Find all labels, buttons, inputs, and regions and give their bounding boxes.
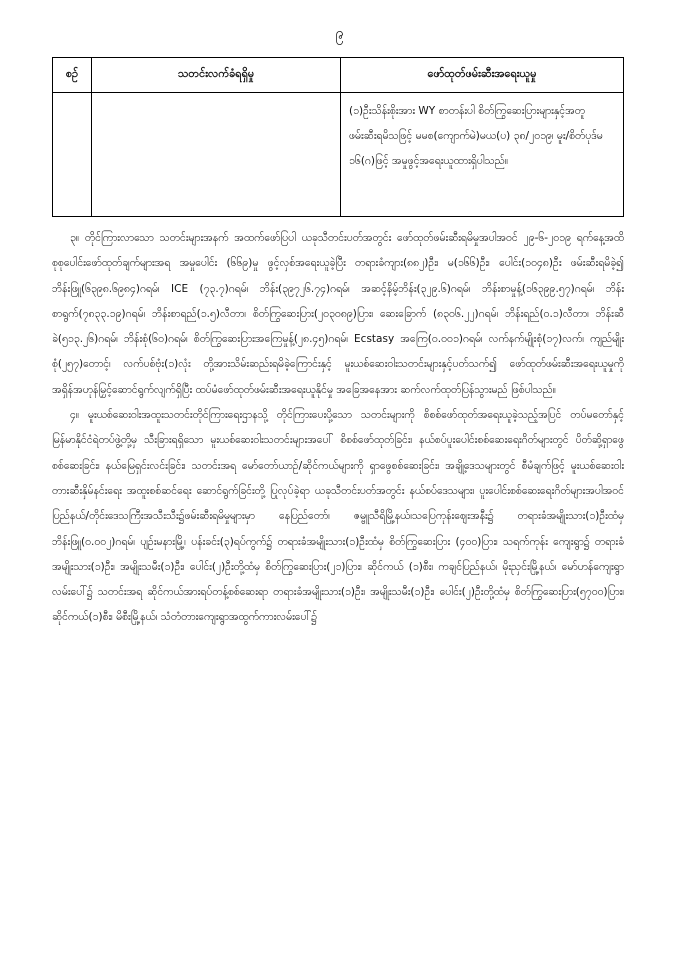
header-info-received: သတင်းလက်ခံရရှိမှု xyxy=(92,58,341,93)
report-table xyxy=(52,57,624,217)
row-action-cell xyxy=(341,93,624,217)
row-number-cell xyxy=(53,93,92,217)
body-text xyxy=(52,226,624,631)
page-number: ၉ xyxy=(335,24,344,42)
row-action-text: (၁)ဦးသိန်းစိုးအား WY စာတန်းပါ စိတ်ကြွဆေးပြားများနှင့်အတူ ဖမ်းဆီးရမိသဖြင့် မမစ(ကျောက်မဲ)မယ(ပ) ၃၈/၂၀၁၉၊ မူး/စိတ်ပုဒ်မ ၁၆(ဂ)ဖြင့် အမှုဖွင့်အရေးယူထားရှိပါသည်။ xyxy=(349,105,603,167)
header-action-taken: ဖော်ထုတ်ဖမ်းဆီးအရေးယူမှု xyxy=(341,58,624,93)
table-header-row xyxy=(53,58,624,93)
table-row xyxy=(53,93,624,217)
paragraph-4: ၄။ မူးယစ်ဆေးဝါးအထူးသတင်းတိုင်ကြားရေးဌာနသို့ တိုင်ကြားပေးပို့သော သတင်းများကို စိစစ်ဖော်ထုတ်အရေးယူခဲ့သည့်အပြင် တပ်မတော်နှင့် မြန်မာနိုင်ငံရဲတပ်ဖွဲ့တို့မှ သီးခြားရရှိသော မူးယစ်ဆေးဝါးသတင်းများအပေါ် စိစစ်ဖော်ထုတ်ခြင်း၊ နယ်စပ်ပူးပေါင်းစစ်ဆေးရေးဂိတ်များတွင် ပိတ်ဆို့ရှာဖွေ စစ်ဆေးခြင်း၊ နယ်မြေရှင်းလင်းခြင်း၊ သတင်းအရ မော်တော်ယာဉ်/ဆိုင်ကယ်များကို ရှာဖွေစစ်ဆေးခြင်း၊ အချို့ဒေသများတွင် စီမံချက်ဖြင့် မူးယစ်ဆေးဝါးတားဆီးနှိမ်နင်းရေး အထူးစစ်ဆင်ရေး ဆောင်ရွက်ခြင်းတို့ ပြုလုပ်ခဲ့ရာ ယခုသီတင်းပတ်အတွင်း နယ်စပ်ဒေသများ၊ ပူးပေါင်းစစ်ဆေးရေးဂိတ်များအပါအဝင် ပြည်နယ်/တိုင်းဒေသကြီးအသီးသီး၌ဖမ်းဆီးရမိမှုများမှာ နေပြည်တော်၊ ဇမ္ဗူသီရိမြို့နယ်၊သပြေကုန်းဈေးအနီး၌ တရားခံအမျိုးသား(၁)ဦးထံမှ ဘိန်းဖြူ(၀.၀၀၂)ဂရမ်၊ ပျဉ်းမနားမြို့၊ ပန်းခင်း(၃)ရပ်ကွက်၌ တရားခံအမျိုးသား(၁)ဦးထံမှ စိတ်ကြွဆေးပြား (၄၀၀)ပြား၊ သရက်ကုန်း ကျေးရွာ၌ တရားခံအမျိုးသား(၁)ဦး၊ အမျိုးသမီး(၁)ဦး၊ ပေါင်း(၂)ဦးတို့ထံမှ စိတ်ကြွဆေးပြား(၂၁)ပြား၊ ဆိုင်ကယ် (၁)စီး၊ ကချင်ပြည်နယ်၊ မိုးညှင်းမြို့နယ်၊ မော်ဟန်ကျေးရွာလမ်းပေါ်၌ သတင်းအရ ဆိုင်ကယ်အားရပ်တန့်စစ်ဆေးရာ တရားခံအမျိုးသား(၁)ဦး၊ အမျိုးသမီး(၁)ဦး၊ ပေါင်း(၂)ဦးတို့ထံမှ စိတ်ကြွဆေးပြား(၅၇၀၀)ပြား၊ ဆိုင်ကယ်(၁)စီး၊ မိစီးမြို့နယ်၊ သံတံတားကျေးရွာအထွက်ကားလမ်းပေါ်၌ xyxy=(52,409,624,624)
header-number: စဉ် xyxy=(53,58,92,93)
paragraph-3: ၃။ တိုင်ကြားလာသော သတင်းများအနက် အထက်ဖော်ပြပါ ယခုသီတင်းပတ်အတွင်း ဖော်ထုတ်ဖမ်းဆီးရမိမှုအပါအဝင် ၂၉-၆-၂၀၁၉ ရက်နေ့အထိ စုစုပေါင်းဖော်ထုတ်ချက်များအရ အမှုပေါင်း (၆၆၉)မှု ဖွင့်လှစ်အရေးယူခဲ့ပြီး တရားခံကျား(၈၈၂)ဦး၊ မ(၁၆၆)ဦး၊ ပေါင်း(၁၀၄၈)ဦး ဖမ်းဆီးရမိခဲ့၍ ဘိန်းဖြူ(၆၃၉၈.၆၉၈၄)ဂရမ်၊ ICE (၇၃.၇)ဂရမ်၊ ဘိန်း(၃၉၇၂၆.၇၄)ဂရမ်၊ အဆင့်နိမ့်ဘိန်း(၃၂၉.၆)ဂရမ်၊ ဘိန်းစာမှုန့်(၁၆၃၉၉.၅၇)ဂရမ်၊ ဘိန်းစာရွက်(၇၈၃၃.၁၉)ဂရမ်၊ ဘိန်းစာရည်(၁.၅)လီတာ၊ စိတ်ကြွဆေးပြား(၂၀၃၀၈၉)ပြား၊ ဆေးခြောက် (၈၃၀၆.၂၂)ဂရမ်၊ ဘိန်းရည်(၀.၁)လီတာ၊ ဘိန်းဆီခဲ(၅၁၃.၂၆)ဂရမ်၊ ဘိန်းစုံ(၆၀)ဂရမ်၊ စိတ်ကြွဆေးပြားအကြေမှုန့်(၂၈.၄၅)ဂရမ်၊ Ecstasy အကြေ(၀.၀၀၁)ဂရမ်၊ လက်နက်မျိုးစုံ(၁၇)လက်၊ ကျည်မျိုးစုံ(၂၅၇)တောင့်၊ လက်ပစ်ဗုံး(၁)လုံး တို့အားသိမ်းဆည်းရမိခဲ့ကြောင်းနှင့် မူးယစ်ဆေးဝါးသတင်းများနှင့်ပတ်သက်၍ ဖော်ထုတ်ဖမ်းဆီးအရေးယူမှုကို အရှိန်အဟုန်မြှင့်ဆောင်ရွက်လျက်ရှိပြီး ထပ်မံဖော်ထုတ်ဖမ်းဆီးအရေးယူနိုင်မှု အခြေအနေအား ဆက်လက်ထုတ်ပြန်သွားမည် ဖြစ်ပါသည်။ xyxy=(52,232,624,396)
row-info-cell xyxy=(92,93,341,217)
